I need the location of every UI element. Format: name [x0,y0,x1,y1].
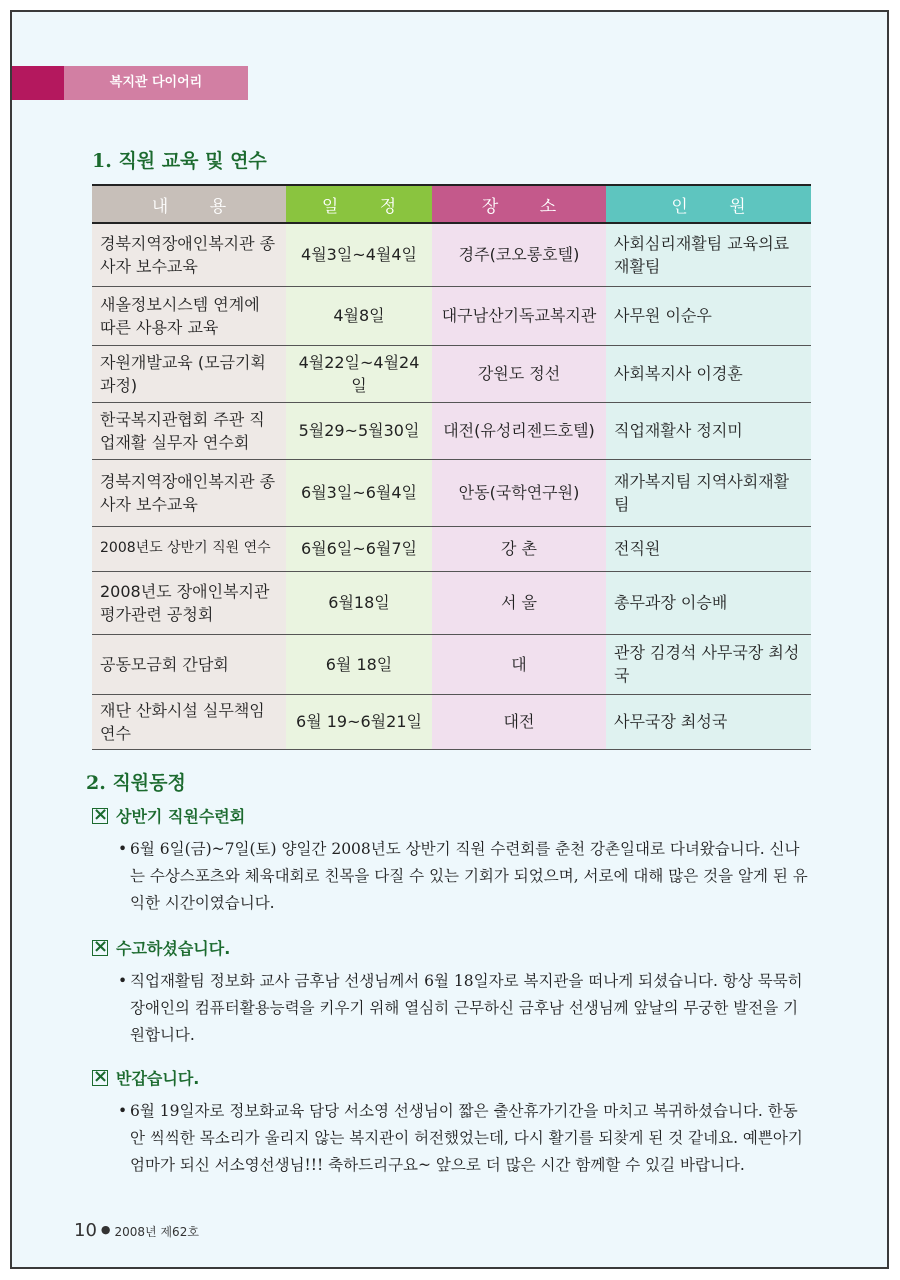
table-row [92,402,811,459]
cell-place: 대전 [432,694,606,749]
subheading-welcome [92,1066,199,1089]
table-row [92,459,811,526]
cell-people: 총무과장 이승배 [606,571,811,634]
header-tab: 복지관 다이어리 [64,66,248,100]
cell-people: 사무원 이순우 [606,286,811,345]
table-header-row [92,185,811,223]
page-number: 10 [74,1220,97,1241]
box-x-icon [92,940,108,956]
cell-content: 한국복지관협회 주관 직업재활 실무자 연수회 [92,402,286,459]
issue-label: 2008년 제62호 [114,1225,199,1239]
cell-content: 경북지역장애인복지관 종사자 보수교육 [92,223,286,286]
header-tab-accent [12,66,64,100]
cell-people: 사회복지사 이경훈 [606,345,811,402]
cell-place: 서 울 [432,571,606,634]
cell-content: 2008년도 장애인복지관 평가관련 공청회 [92,571,286,634]
table-row [92,634,811,694]
table-row [92,286,811,345]
paragraph-text: 6월 6일(금)~7일(토) 양일간 2008년도 상반기 직원 수련회를 춘천 강촌일대로 다녀왔습니다. 신나는 수상스포츠와 체육대회로 친목을 다질 수 있는 기회가 되었으며, 서로에 대해 많은 것을 알게 된 유익한 시간이였습니다. [130,840,808,912]
cell-date: 5월29~5월30일 [286,402,432,459]
bullet-icon: • [118,840,128,858]
cell-content: 2008년도 상반기 직원 연수 [92,526,286,571]
cell-date: 6월 18일 [286,634,432,694]
cell-place: 강 촌 [432,526,606,571]
bullet-icon: • [118,1102,128,1120]
cell-content: 새올정보시스템 연계에 따른 사용자 교육 [92,286,286,345]
bullet-icon: • [118,972,128,990]
cell-place: 대전(유성리젠드호텔) [432,402,606,459]
cell-place: 경주(코오롱호텔) [432,223,606,286]
column-header-content: 내 용 [92,185,286,223]
cell-content: 경북지역장애인복지관 종사자 보수교육 [92,459,286,526]
cell-people: 재가복지팀 지역사회재활팀 [606,459,811,526]
paragraph-farewell [118,968,808,1049]
cell-people: 사무국장 최성국 [606,694,811,749]
cell-date: 6월3일~6월4일 [286,459,432,526]
page-footer [74,1220,199,1241]
cell-date: 6월18일 [286,571,432,634]
section-title-training: 1. 직원 교육 및 연수 [92,150,267,172]
cell-content: 공동모금회 간담회 [92,634,286,694]
cell-place: 안동(국학연구원) [432,459,606,526]
paragraph-text: 6월 19일자로 정보화교육 담당 서소영 선생님이 짧은 출산휴가기간을 마치고 복귀하셨습니다. 한동안 씩씩한 목소리가 울리지 않는 복지관이 허전했었는데, 다시 활기를 되찾게 된 것 같네요. 예쁜아기엄마가 되신 서소영선생님!!! 축하드리구요~ 앞으로 더 많은 시간 함께할 수 있길 바랍니다. [130,1102,803,1174]
column-header-people: 인 원 [606,185,811,223]
cell-content: 재단 산화시설 실무책임연수 [92,694,286,749]
cell-content: 자원개발교육 (모금기획과정) [92,345,286,402]
cell-date: 6월 19~6월21일 [286,694,432,749]
subheading-text: 수고하셨습니다. [116,939,231,958]
cell-place: 대 [432,634,606,694]
cell-date: 6월6일~6월7일 [286,526,432,571]
paragraph-welcome [118,1098,808,1179]
cell-date: 4월22일~4월24일 [286,345,432,402]
column-header-date: 일 정 [286,185,432,223]
cell-people: 전직원 [606,526,811,571]
table-row [92,571,811,634]
training-table [92,184,811,750]
section-title-staff-news: 2. 직원동정 [86,772,186,794]
cell-people: 직업재활사 정지미 [606,402,811,459]
table-row [92,526,811,571]
dot-icon: ● [100,1223,111,1236]
subheading-text: 상반기 직원수련회 [116,807,246,826]
cell-date: 4월8일 [286,286,432,345]
cell-place: 강원도 정선 [432,345,606,402]
cell-date: 4월3일~4월4일 [286,223,432,286]
box-x-icon [92,808,108,824]
box-x-icon [92,1070,108,1086]
page-frame [10,10,889,1269]
table-row [92,223,811,286]
table-row [92,345,811,402]
paragraph-text: 직업재활팀 정보화 교사 금후남 선생님께서 6월 18일자로 복지관을 떠나게 되셨습니다. 항상 묵묵히 장애인의 컴퓨터활용능력을 키우기 위해 열심히 근무하신 금후남 선생님께 앞날의 무궁한 발전을 기원합니다. [130,972,803,1044]
cell-people: 관장 김경석 사무국장 최성국 [606,634,811,694]
cell-place: 대구남산기독교복지관 [432,286,606,345]
subheading-text: 반갑습니다. [116,1069,200,1088]
subheading-farewell [92,936,230,959]
subheading-retreat [92,804,245,827]
paragraph-retreat [118,836,808,917]
table-row [92,694,811,749]
column-header-place: 장 소 [432,185,606,223]
cell-people: 사회심리재활팀 교육의료재활팀 [606,223,811,286]
